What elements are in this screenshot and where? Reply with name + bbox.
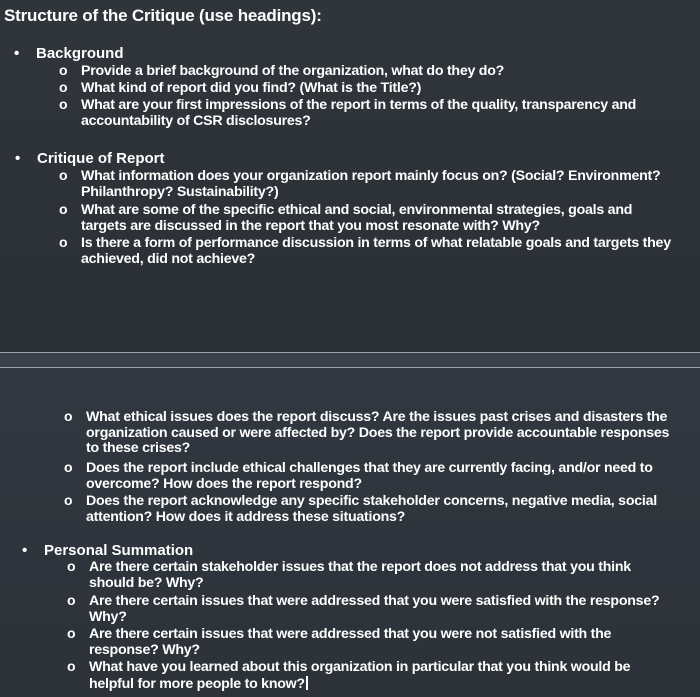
- list-item-editing[interactable]: [67, 658, 669, 692]
- list-item-text: Provide a brief background of the organization, what do they do?: [81, 63, 505, 79]
- page-divider: [0, 352, 700, 368]
- circle-bullet-icon: o: [59, 201, 68, 217]
- circle-bullet-icon: o: [59, 167, 68, 183]
- list-item-text: Are there certain issues that were addressed that you were not satisfied with the response? Why?: [89, 626, 612, 658]
- list-item: [67, 558, 669, 591]
- list-item-text: Is there a form of performance discussion in terms of what relatable goals and targets they achieved, did not achieve?: [81, 235, 671, 267]
- list-item: [64, 408, 676, 457]
- circle-bullet-icon: o: [64, 408, 73, 424]
- list-item: [59, 62, 681, 80]
- section-critique: [15, 150, 165, 167]
- text-cursor: [306, 676, 308, 690]
- list-item: [59, 167, 677, 200]
- list-item: [67, 625, 669, 658]
- list-item-text: What are your first impressions of the report in terms of the quality, transparency and accountability of CSR disclosures?: [81, 97, 637, 129]
- circle-bullet-icon: o: [64, 492, 73, 508]
- list-item-text[interactable]: What have you learned about this organization in particular that you think would be helpful for more people to know?: [89, 659, 631, 692]
- list-item-text: What kind of report did you find? (What is the Title?): [81, 80, 422, 96]
- list-item: [64, 492, 676, 525]
- list-item: [64, 459, 676, 492]
- list-item: [59, 201, 677, 234]
- list-item: [59, 234, 677, 267]
- bullet-icon: •: [15, 150, 21, 167]
- list-item: [59, 96, 681, 129]
- list-item-text: What ethical issues does the report discuss? Are the issues past crises and disasters the organization caused or were affected by? Does the report provide accountable responses to these crises?: [86, 409, 670, 456]
- list-item-text: What are some of the specific ethical and social, environmental strategies, goals and targets are discussed in the report that you most resonate with? Why?: [81, 202, 633, 234]
- list-item-text: Are there certain stakeholder issues that the report does not address that you think should be? Why?: [89, 559, 631, 591]
- list-item-text: Does the report acknowledge any specific stakeholder concerns, negative media, social attention? How does it address these situations?: [86, 493, 657, 525]
- list-item-text: What information does your organization report mainly focus on? (Social? Environment? Philanthropy? Sustainability?): [81, 168, 661, 200]
- page-heading: Structure of the Critique (use headings):: [4, 6, 322, 25]
- section-title: Background: [36, 45, 124, 62]
- section-personal-summation: [22, 542, 194, 559]
- bullet-icon: •: [22, 542, 28, 559]
- circle-bullet-icon: o: [59, 62, 68, 78]
- circle-bullet-icon: o: [64, 459, 73, 475]
- list-item-text: Are there certain issues that were addressed that you were satisfied with the response? Why?: [89, 593, 660, 625]
- section-title: Critique of Report: [37, 150, 165, 167]
- list-item: [67, 592, 669, 625]
- section-background: [14, 45, 124, 62]
- circle-bullet-icon: o: [59, 96, 68, 112]
- section-title: Personal Summation: [44, 542, 194, 559]
- circle-bullet-icon: o: [59, 79, 68, 95]
- bullet-icon: •: [14, 45, 20, 62]
- circle-bullet-icon: o: [59, 234, 68, 250]
- list-item-text: Does the report include ethical challenges that they are currently facing, and/or need to overcome? How does the report respond?: [86, 460, 653, 492]
- circle-bullet-icon: o: [67, 625, 76, 641]
- circle-bullet-icon: o: [67, 558, 76, 574]
- list-item: [59, 79, 681, 97]
- circle-bullet-icon: o: [67, 592, 76, 608]
- document-page-bottom: [0, 368, 700, 697]
- circle-bullet-icon: o: [67, 658, 76, 674]
